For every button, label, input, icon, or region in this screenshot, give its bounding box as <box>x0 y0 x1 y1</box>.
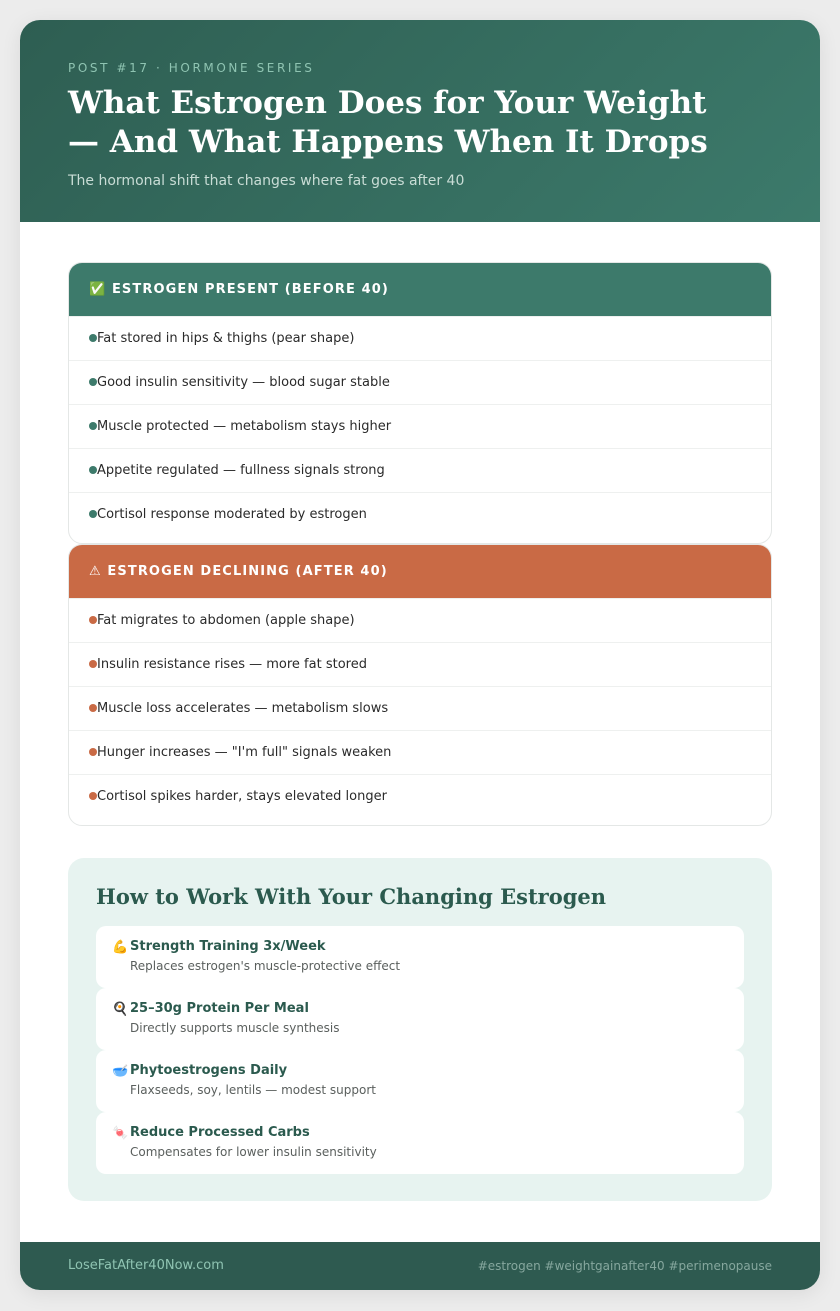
list-item: Hunger increases — "I'm full" signals weaken <box>69 730 771 774</box>
bullet-icon <box>89 748 97 756</box>
infographic-card <box>20 20 820 1290</box>
tip-title: Phytoestrogens Daily <box>130 1063 288 1078</box>
no-candy-icon: 🍬 <box>112 1126 129 1141</box>
tips-section <box>68 858 772 1201</box>
page-subtitle: The hormonal shift that changes where fat goes after 40 <box>68 173 465 189</box>
tip-card <box>96 1112 744 1174</box>
list-item: Muscle loss accelerates — metabolism slows <box>69 686 771 730</box>
after-40-header <box>69 545 771 598</box>
footer <box>20 1242 820 1290</box>
list-item: Fat migrates to abdomen (apple shape) <box>69 598 771 642</box>
footer-hashtags: #estrogen #weightgainafter40 #perimenopause <box>477 1259 772 1273</box>
tip-description: Flaxseeds, soy, lentils — modest support <box>130 1083 376 1097</box>
before-40-header <box>69 263 771 316</box>
footer-site-link[interactable]: LoseFatAfter40Now.com <box>68 1258 224 1273</box>
bullet-icon <box>89 466 97 474</box>
tip-description: Compensates for lower insulin sensitivity <box>130 1145 377 1159</box>
before-40-panel <box>68 262 772 544</box>
list-item: Cortisol response moderated by estrogen <box>69 492 771 536</box>
tip-title: 25–30g Protein Per Meal <box>130 1001 309 1016</box>
tip-card <box>96 926 744 988</box>
bullet-icon <box>89 616 97 624</box>
list-item: Fat stored in hips & thighs (pear shape) <box>69 316 771 360</box>
tip-description: Replaces estrogen's muscle-protective effect <box>130 959 401 973</box>
list-item: Muscle protected — metabolism stays higher <box>69 404 771 448</box>
page-title: What Estrogen Does for Your Weight — And What Happens When It Drops <box>68 85 708 160</box>
tips-title: How to Work With Your Changing Estrogen <box>96 884 607 909</box>
tip-card <box>96 988 744 1050</box>
after-40-panel <box>68 544 772 826</box>
bullet-icon <box>89 378 97 386</box>
muscle-icon: 💪 <box>112 940 129 955</box>
frying-pan-icon: 🍳 <box>112 1002 129 1017</box>
list-item: Good insulin sensitivity — blood sugar stable <box>69 360 771 404</box>
bullet-icon <box>89 792 97 800</box>
warning-icon: ⚠ <box>89 564 102 579</box>
tip-title: Strength Training 3x/Week <box>130 939 326 954</box>
tip-title: Reduce Processed Carbs <box>130 1125 310 1140</box>
before-40-heading: ESTROGEN PRESENT (BEFORE 40) <box>111 282 389 297</box>
after-40-heading: ESTROGEN DECLINING (AFTER 40) <box>107 564 388 579</box>
bullet-icon <box>89 422 97 430</box>
header-banner <box>20 20 820 222</box>
list-item: Cortisol spikes harder, stays elevated longer <box>69 774 771 818</box>
bowl-icon: 🥣 <box>112 1064 129 1079</box>
tip-card <box>96 1050 744 1112</box>
list-item: Appetite regulated — fullness signals strong <box>69 448 771 492</box>
tip-description: Directly supports muscle synthesis <box>130 1021 340 1035</box>
post-kicker: POST #17 · HORMONE SERIES <box>68 61 315 75</box>
bullet-icon <box>89 704 97 712</box>
check-icon: ✅ <box>89 282 107 297</box>
bullet-icon <box>89 660 97 668</box>
bullet-icon <box>89 334 97 342</box>
list-item: Insulin resistance rises — more fat stored <box>69 642 771 686</box>
bullet-icon <box>89 510 97 518</box>
